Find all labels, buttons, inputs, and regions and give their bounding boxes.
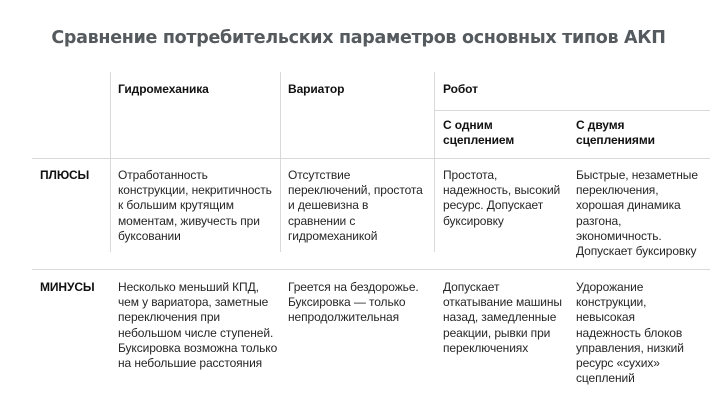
cons-robot-dual: Удорожание конструкции, невысокая надежность блоков управления, низкий ресурс «сухих» сцеплений <box>576 280 684 386</box>
divider <box>434 72 435 252</box>
cons-robot-single: Допускает откатывание машины назад, замедленные реакции, рывки при переключениях <box>443 280 562 355</box>
cons-hydromechanics: Несколько меньший КПД, чем у вариатора, заметные переключения при небольшом числе ступеней. Буксировка возможна только на небольшие расстояния <box>118 280 278 371</box>
divider <box>110 72 111 252</box>
divider <box>434 110 710 111</box>
pros-robot-dual: Быстрые, незаметные переключения, хорошая динамика разгона, экономичность. Допускает буксировку <box>576 168 698 259</box>
header-hydromechanics: Гидромеханика <box>118 82 209 96</box>
pros-variator: Отсутствие переключений, простота и дешевизна в сравнении с гидромеханикой <box>288 168 423 243</box>
row-label-pros: ПЛЮСЫ <box>40 168 90 182</box>
page-title: Сравнение потребительских параметров основных типов АКП <box>51 28 666 48</box>
divider <box>32 158 710 159</box>
header-variator: Вариатор <box>288 82 345 96</box>
header-robot-single-clutch: С одним сцеплением <box>443 118 515 148</box>
header-robot-dual-clutch: С двумя сцеплениями <box>576 118 655 148</box>
row-label-cons: МИНУСЫ <box>40 280 95 294</box>
pros-robot-single: Простота, надежность, высокий ресурс. Допускает буксировку <box>443 168 561 228</box>
header-robot: Робот <box>443 82 478 96</box>
cons-variator: Греется на бездорожье. Буксировка — только непродолжительная <box>288 280 419 325</box>
divider <box>32 269 710 270</box>
divider <box>280 72 281 252</box>
pros-hydromechanics: Отработанность конструкции, некритичность к большим крутящим моментам, живучесть при буксовании <box>118 168 272 243</box>
